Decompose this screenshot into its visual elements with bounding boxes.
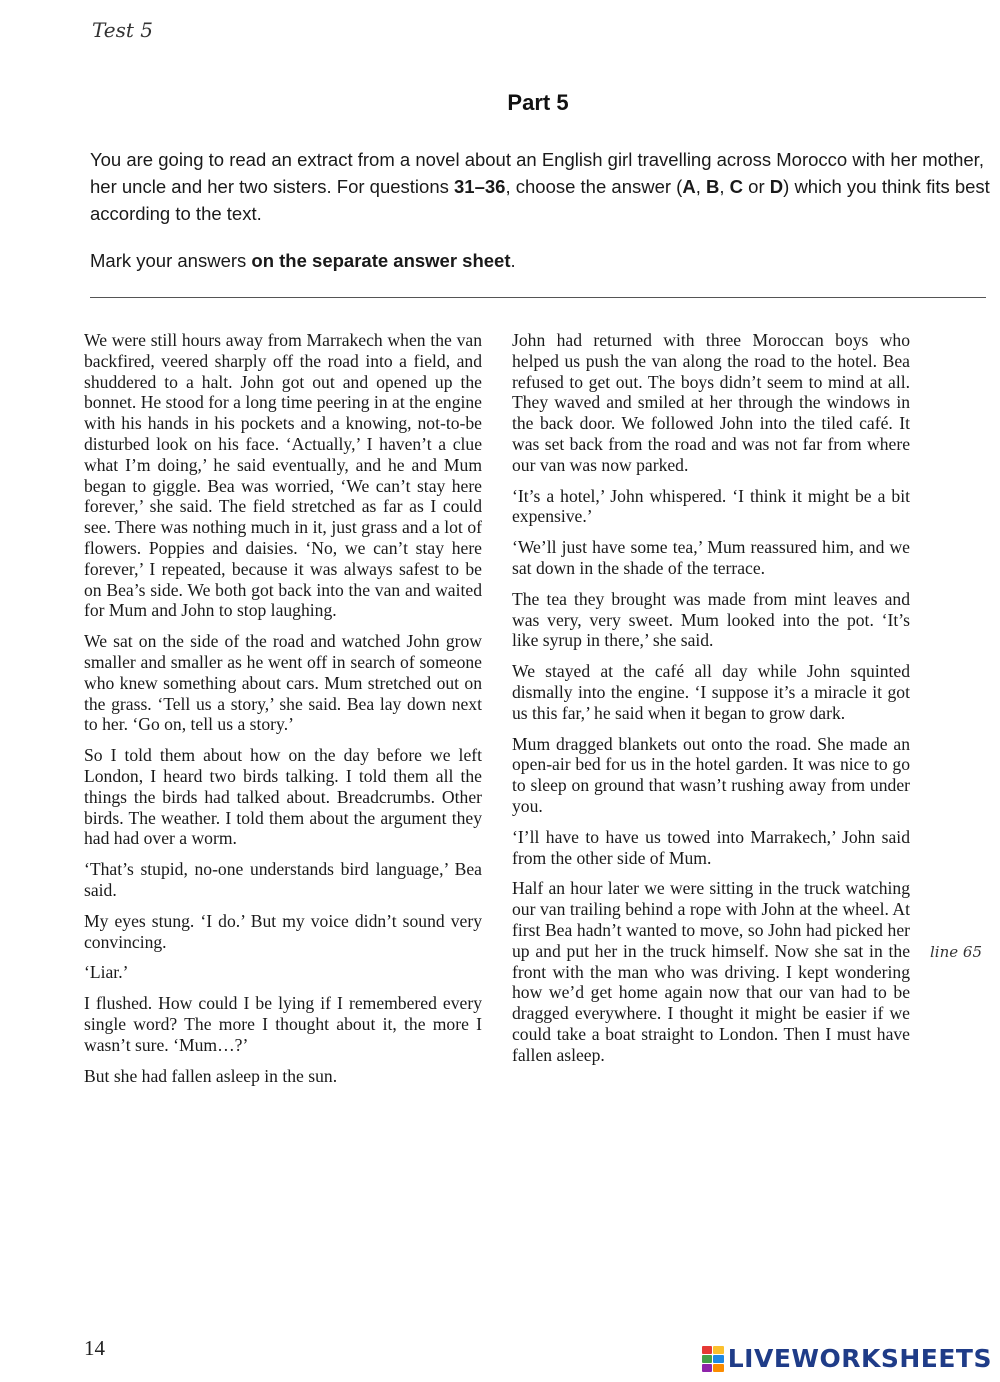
liveworksheets-brand [702, 1344, 992, 1373]
paragraph: Mum dragged blankets out onto the road. She made an open-air bed for us in the hotel garden. It was nice to go to sleep on ground that wasn’t rushing away from under you. [512, 733, 910, 816]
paragraph: John had returned with three Moroccan boys who helped us push the van along the road to the hotel. Bea refused to get out. The boys didn’t seem to mind at all. They waved and smiled at her through the windows in the back door. We followed John into the tiled café. It was set back from the road and was not far from where our van was now parked. [512, 330, 910, 475]
paragraph: So I told them about how on the day before we left London, I heard two birds talking. I told them all the things the birds had talked about. Breadcrumbs. Other birds. The weather. I told them about the argument they had had over a worm. [84, 745, 482, 849]
section-divider [90, 297, 986, 298]
instructions [90, 146, 990, 294]
paragraph: ‘It’s a hotel,’ John whispered. ‘I think it might be a bit expensive.’ [512, 485, 910, 527]
text-column-left [84, 330, 482, 1096]
paragraph: ‘Liar.’ [84, 962, 129, 983]
paragraph: ‘We’ll just have some tea,’ Mum reassured him, and we sat down in the shade of the terrace. [512, 537, 910, 578]
paragraph: My eyes stung. ‘I do.’ But my voice didn’t sound very convincing. [84, 910, 482, 952]
paragraph: We sat on the side of the road and watched John grow smaller and smaller as he went off in search of someone who knew something about cars. Mum stretched out on the grass. ‘Tell us a story,’ she said. Bea lay down next to her. ‘Go on, tell us a story.’ [84, 631, 482, 735]
instructions-task: You are going to read an extract from a novel about an English girl travelling across Morocco with her mother, her uncle and her two sisters. For questions 31–36, choose the answer (A, B, C or D) which you think fits best according to the text. [90, 149, 990, 224]
option-c: C [729, 176, 744, 197]
paragraph: Half an hour later we were sitting in the truck watching our van trailing behind a rope with John at the wheel. At first Bea hadn’t wanted to move, so John had picked her up and put her in the truck himself. Now she sat in the front with the man who was driving. I kept wondering how we’d get home again now that our van had to be dragged everywhere. I thought it might be easier if we could take a boat straight to London. Then I must have fallen asleep. [512, 878, 910, 1065]
page-number: 14 [84, 1336, 105, 1360]
paragraph: We stayed at the café all day while John squinted dismally into the engine. ‘I suppose it’s a miracle it got us this far,’ he said when it began to grow dark. [512, 661, 910, 723]
liveworksheets-logo-icon [702, 1346, 724, 1372]
paragraph: The tea they brought was made from mint leaves and was very, very sweet. Mum looked into the pot. ‘It’s like syrup in there,’ she said. [512, 588, 910, 651]
line-reference: line 65 [930, 943, 982, 961]
paragraph: But she had fallen asleep in the sun. [84, 1065, 338, 1086]
paragraph: We were still hours away from Marrakech when the van backfired, veered sharply off the road into a field, and shuddered to a halt. John got out and opened up the bonnet. He stood for a long time peering in at the engine with his hands in his pockets and a knowing, not-to-be disturbed look on his face. ‘Actually,’ I haven’t a clue what I’m doing,’ he said eventually, and he and Mum began to giggle. Bea was worried, ‘We can’t stay here forever,’ she said. The field stretched as far as I could see. There was nothing much in it, just grass and a lot of flowers. Poppies and daisies. ‘No, we can’t stay here forever,’ I repeated, because it was always safest to be on Bea’s side. We both got back into the van and waited for Mum and John to stop laughing. [84, 330, 482, 621]
brand-name: LIVEWORKSHEETS [727, 1344, 992, 1373]
part-title: Part 5 [507, 90, 569, 115]
paragraph: ‘I’ll have to have us towed into Marrakech,’ John said from the other side of Mum. [512, 826, 910, 868]
instructions-answer-sheet: Mark your answers on the separate answer sheet. [90, 250, 516, 271]
option-b: B [706, 176, 720, 197]
option-d: D [769, 176, 784, 197]
question-range: 31–36 [454, 176, 506, 197]
option-a: A [682, 176, 696, 197]
text-column-right [512, 330, 910, 1076]
paragraph: ‘That’s stupid, no-one understands bird language,’ Bea said. [84, 859, 482, 900]
paragraph: I flushed. How could I be lying if I remembered every single word? The more I thought about it, the more I wasn’t sure. ‘Mum…?’ [84, 993, 482, 1055]
test-label: Test 5 [92, 18, 154, 42]
